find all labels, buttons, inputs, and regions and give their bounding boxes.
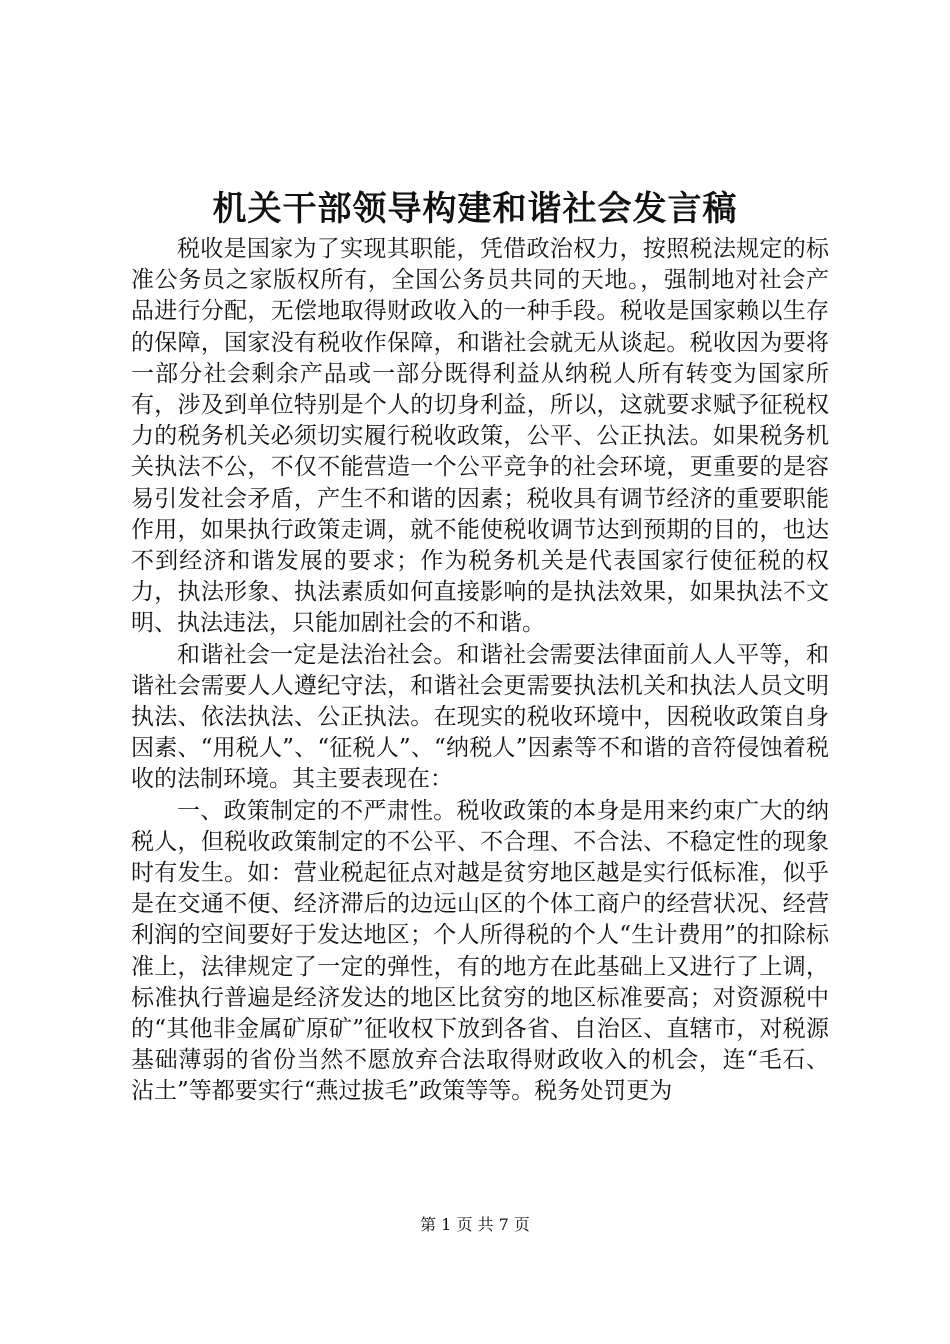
- body-paragraph-2: 和谐社会一定是法治社会。和谐社会需要法律面前人人平等，和谐社会需要人人遵纪守法，和谐社会更需要执法机关和执法人员文明执法、依法执法、公正执法。在现实的税收环境中，因税收政策自身因素、“用税人”、“征税人”、“纳税人”因素等不和谐的音符侵蚀着税收的法制环境。其主要表现在：: [131, 641, 829, 793]
- body-paragraph-3: 一、政策制定的不严肃性。税收政策的本身是用来约束广大的纳税人，但税收政策制定的不公平、不合理、不合法、不稳定性的现象时有发生。如：营业税起征点对越是贫穷地区越是实行低标准，似乎是在交通不便、经济滞后的边远山区的个体工商户的经营状况、经营利润的空间要好于发达地区；个人所得税的个人“生计费用”的扣除标准上，法律规定了一定的弹性，有的地方在此基础上又进行了上调，标准执行普遍是经济发达的地区比贫穷的地区标准要高；对资源税中的“其他非金属矿原矿”征收权下放到各省、自治区、直辖市，对税源基础薄弱的省份当然不愿放弃合法取得财政收入的机会，连“毛石、沾土”等都要实行“燕过拔毛”政策等等。税务处罚更为: [131, 797, 829, 1105]
- document-title: 机关干部领导构建和谐社会发言稿: [212, 189, 738, 229]
- document-body: [131, 234, 829, 1108]
- body-paragraph-1: 税收是国家为了实现其职能，凭借政治权力，按照税法规定的标准公务员之家版权所有，全国公务员共同的天地。，强制地对社会产品进行分配，无偿地取得财政收入的一种手段。税收是国家赖以生存的保障，国家没有税收作保障，和谐社会就无从谈起。税收因为要将一部分社会剩余产品或一部分既得利益从纳税人所有转变为国家所有，涉及到单位特别是个人的切身利益，所以，这就要求赋予征税权力的税务机关必须切实履行税收政策，公平、公正执法。如果税务机关执法不公，不仅不能营造一个公平竞争的社会环境，更重要的是容易引发社会矛盾，产生不和谐的因素；税收具有调节经济的重要职能作用，如果执行政策走调，就不能使税收调节达到预期的目的，也达不到经济和谐发展的要求；作为税务机关是代表国家行使征税的权力，执法形象、执法素质如何直接影响的是执法效果，如果执法不文明、执法违法，只能加剧社会的不和谐。: [131, 236, 829, 637]
- page-footer: 第 1 页 共 7 页: [420, 1215, 530, 1234]
